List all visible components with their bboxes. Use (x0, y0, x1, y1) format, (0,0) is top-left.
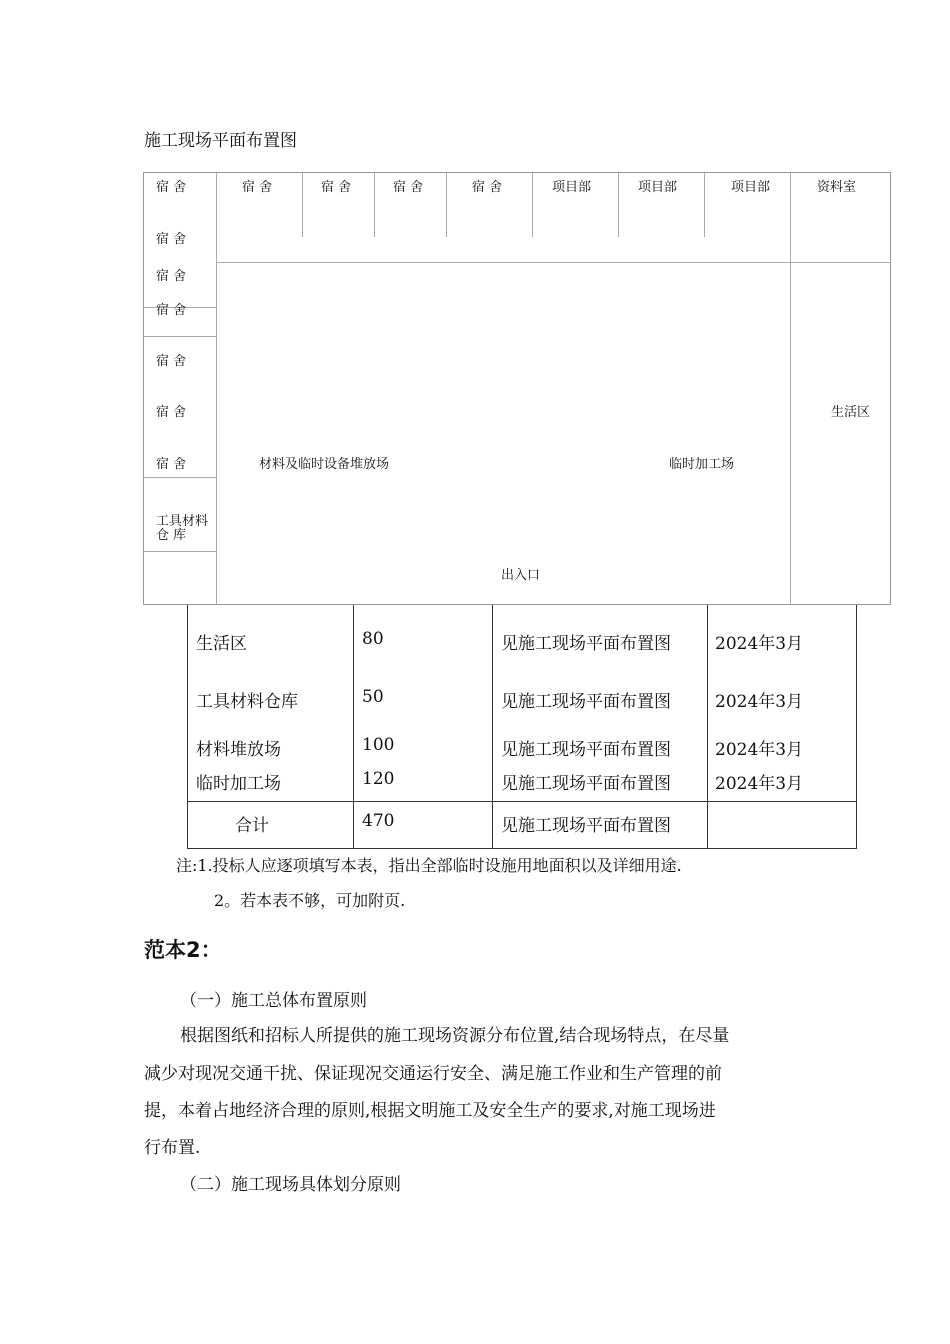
facility-location: 见施工现场平面布置图 (501, 740, 671, 760)
note-1: 注:1.投标人应逐项填写本表，指出全部临时设施用地面积以及详细用途. (176, 856, 682, 875)
total-label: 合计 (235, 816, 269, 836)
plan-divider (216, 173, 217, 605)
dormitory-label: 宿 舍 (321, 180, 352, 195)
facility-date: 2024年3月 (715, 634, 804, 654)
facility-date: 2024年3月 (715, 740, 804, 760)
facility-name: 工具材料仓库 (196, 692, 298, 712)
plan-divider (144, 477, 216, 478)
subheading-1: （一）施工总体布置原则 (180, 991, 367, 1011)
facility-name: 生活区 (196, 634, 247, 654)
dormitory-label: 宿 舍 (472, 180, 503, 195)
dormitory-label: 宿 舍 (156, 303, 187, 318)
facility-date: 2024年3月 (715, 774, 804, 794)
dormitory-label: 宿 舍 (156, 232, 187, 247)
plan-divider (790, 173, 791, 605)
site-layout-plan (143, 172, 891, 605)
facilities-table (187, 605, 857, 849)
dormitory-label: 宿 舍 (156, 180, 187, 195)
paragraph-line: 减少对现况交通干扰、保证现况交通运行安全、满足施工作业和生产管理的前 (144, 1064, 722, 1084)
project-dept-label: 项目部 (552, 180, 592, 195)
living-area-label: 生活区 (831, 405, 871, 420)
dormitory-label: 宿 舍 (156, 457, 187, 472)
dormitory-label: 宿 舍 (393, 180, 424, 195)
material-yard-label: 材料及临时设备堆放场 (259, 457, 390, 472)
dormitory-label: 宿 舍 (156, 405, 187, 420)
facility-name: 临时加工场 (196, 774, 281, 794)
table-border (856, 605, 857, 849)
plan-divider (374, 173, 375, 237)
facility-name: 材料堆放场 (196, 740, 281, 760)
dormitory-label: 宿 舍 (242, 180, 273, 195)
note-2: 2。若本表不够，可加附页. (214, 891, 406, 910)
plan-divider (216, 262, 890, 263)
tool-store-label: 工具材料 仓 库 (156, 514, 209, 543)
section-heading: 范本2： (144, 938, 222, 962)
plan-divider (302, 173, 303, 237)
facility-location: 见施工现场平面布置图 (501, 774, 671, 794)
facility-area: 80 (362, 629, 384, 649)
plan-title: 施工现场平面布置图 (144, 131, 297, 151)
facility-area: 100 (362, 735, 395, 755)
plan-divider (144, 551, 216, 552)
table-border (187, 605, 188, 849)
facility-location: 见施工现场平面布置图 (501, 634, 671, 654)
facility-area: 120 (362, 769, 395, 789)
project-dept-label: 项目部 (731, 180, 771, 195)
plan-divider (704, 173, 705, 237)
facility-area: 50 (362, 687, 384, 707)
table-border (707, 605, 708, 849)
subheading-2: （二）施工现场具体划分原则 (180, 1175, 401, 1195)
total-location: 见施工现场平面布置图 (501, 816, 671, 836)
facility-date: 2024年3月 (715, 692, 804, 712)
table-border (492, 605, 493, 849)
paragraph-line: 根据图纸和招标人所提供的施工现场资源分布位置,结合现场特点，在尽量 (180, 1026, 730, 1046)
project-dept-label: 项目部 (638, 180, 678, 195)
plan-divider (532, 173, 533, 237)
plan-divider (144, 336, 216, 337)
dormitory-label: 宿 舍 (156, 269, 187, 284)
archive-room-label: 资料室 (817, 180, 857, 195)
processing-area-label: 临时加工场 (669, 457, 735, 472)
facility-location: 见施工现场平面布置图 (501, 692, 671, 712)
paragraph-line: 行布置. (144, 1138, 201, 1158)
paragraph-line: 提，本着占地经济合理的原则,根据文明施工及安全生产的要求,对施工现场进 (144, 1101, 716, 1121)
table-border (187, 801, 857, 802)
plan-divider (446, 173, 447, 237)
table-border (187, 848, 857, 849)
table-border (353, 605, 354, 849)
dormitory-label: 宿 舍 (156, 354, 187, 369)
total-area: 470 (362, 811, 395, 831)
entrance-label: 出入口 (501, 568, 541, 583)
plan-divider (618, 173, 619, 237)
